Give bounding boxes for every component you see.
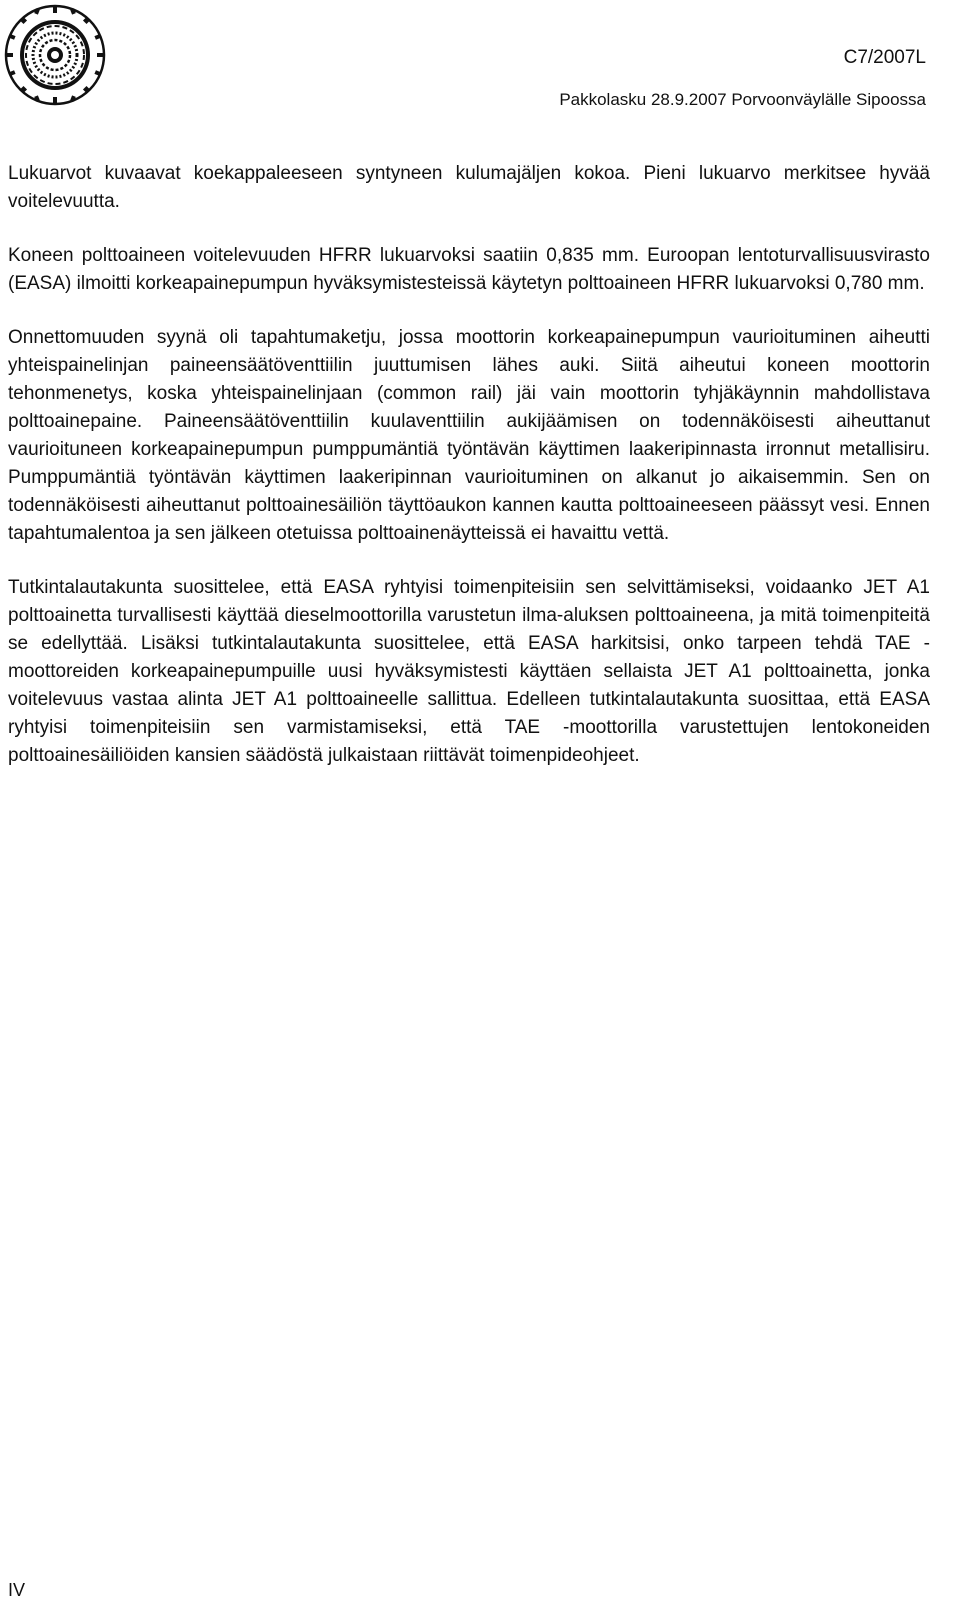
page-number: IV	[8, 1580, 26, 1600]
paragraph-1: Lukuarvot kuvaavat koekappaleeseen syntyneen kulumajäljen kokoa. Pieni lukuarvo merkitsee hyvää voitelevuutta.	[8, 163, 930, 212]
paragraph-3: Onnettomuuden syynä oli tapahtumaketju, jossa moottorin korkeapainepumpun vaurioituminen aiheutti yhteispainelinjan paineensäätöventtiilin juuttumisen lähes auki. Siitä aiheutui koneen moottorin tehonmenetys, koska yhteispainelinjaan (common rail) jäi vain moottorin tyhjäkäynnin mahdollistava polttoainepaine. Paineensäätöventtiilin kuulaventtiilin aukijäämisen on todennäköisesti aiheuttanut vaurioituneen korkeapainepumpun pumppumäntiä työntävän käyttimen laakeripinnasta irronnut metallisiru. Pumppumäntiä työntävän käyttimen laakeripinnan vaurioituminen on alkanut jo aikaisemmin. Sen on todennäköisesti aiheuttanut polttoainesäiliön täyttöaukon kannen kautta polttoaineeseen päässyt vesi. Ennen tapahtumalentoa ja sen jälkeen otetuissa polttoainenäytteissä ei havaittu vettä.	[8, 327, 930, 544]
paragraph-4: Tutkintalautakunta suosittelee, että EASA ryhtyisi toimenpiteisiin sen selvittämiseksi, voidaanko JET A1 polttoainetta turvallisesti käyttää dieselmoottorilla varustetun ilma-aluksen polttoaineena, ja mitä toimenpiteitä se edellyttää. Lisäksi tutkintalautakunta suosittelee, että EASA harkitsisi, onko tarpeen tehdä TAE -moottoreiden korkeapainepumpuille uusi hyväksymistesti käyttäen sellaista JET A1 polttoainetta, jonka voitelevuus vastaa alinta JET A1 polttoaineelle sallittua. Edelleen tutkintalautakunta suosittaa, että EASA ryhtyisi toimenpiteisiin sen varmistamiseksi, että TAE -moottorilla varustettujen lentokoneiden polttoainesäiliöiden kansien säädöstä julkaistaan riittävät toimenpideohjeet.	[8, 577, 930, 766]
body-text	[8, 160, 930, 770]
paragraph-2: Koneen polttoaineen voitelevuuden HFRR lukuarvoksi saatiin 0,835 mm. Euroopan lentoturvallisuusvirasto (EASA) ilmoitti korkeapainepumpun hyväksymistesteissä käytetyn polttoaineen HFRR lukuarvoksi 0,780 mm.	[8, 245, 930, 294]
document-subtitle: Pakkolasku 28.9.2007 Porvoonväylälle Sipoossa	[559, 90, 926, 109]
onnettomuustutkintakeskus-seal-icon	[2, 2, 108, 108]
document-id: C7/2007L	[843, 47, 926, 68]
